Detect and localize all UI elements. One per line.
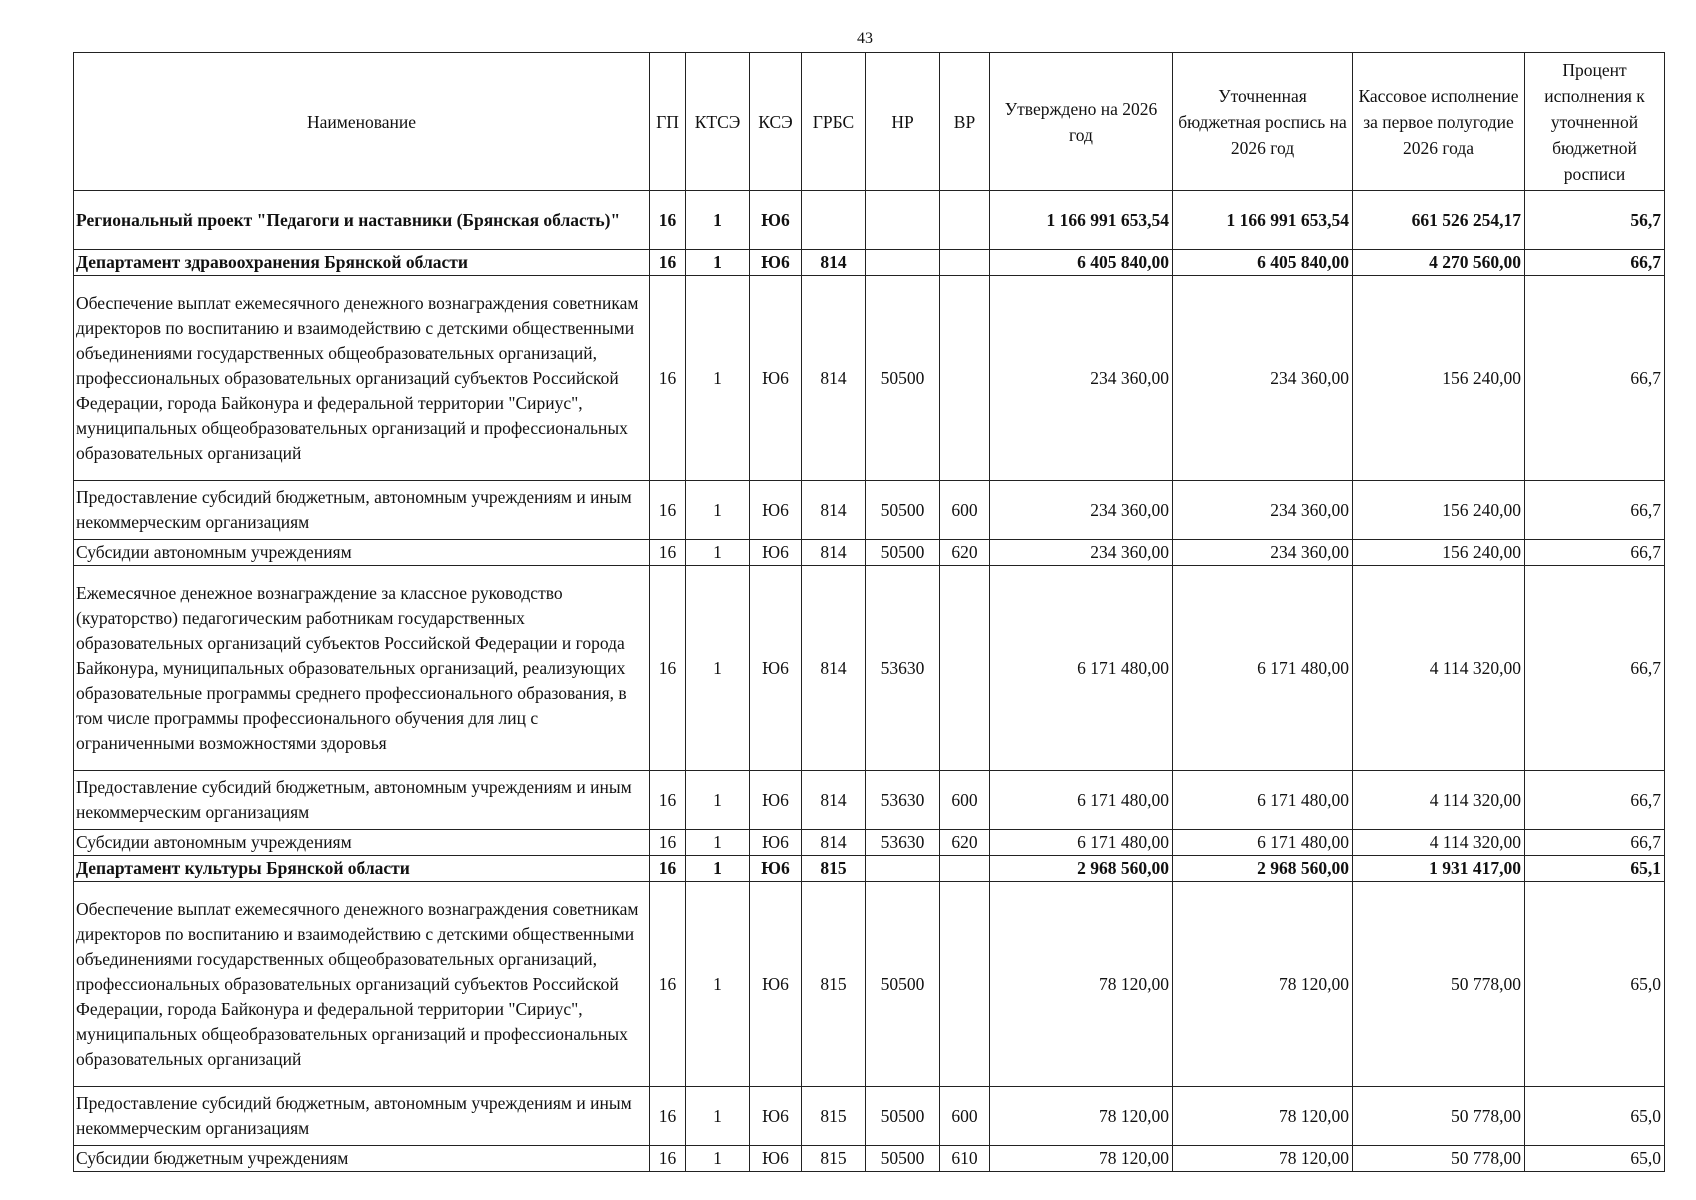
row-nr: 50500: [866, 481, 940, 540]
row-refined: 2 968 560,00: [1173, 856, 1353, 882]
row-nr: 50500: [866, 540, 940, 566]
row-gp: 16: [650, 771, 686, 830]
row-name: Региональный проект "Педагоги и наставники (Брянская область)": [74, 191, 650, 250]
row-name: Ежемесячное денежное вознаграждение за классное руководство (кураторство) педагогическим работникам государственных образовательных организаций субъектов Российской Федерации и города Байконура, муниципальных образовательных организаций, реализующих образовательные программы среднего профессионального образования, в том числе программы профессионального обучения для лиц с ограниченными возможностями здоровья: [74, 566, 650, 771]
row-percent: 56,7: [1525, 191, 1665, 250]
table-row: [74, 566, 1665, 771]
table-row: [74, 481, 1665, 540]
column-header-nr: НР: [866, 53, 940, 191]
row-refined: 78 120,00: [1173, 1146, 1353, 1172]
row-kse: Ю6: [750, 1146, 802, 1172]
row-percent: 66,7: [1525, 771, 1665, 830]
row-cash: 4 114 320,00: [1353, 771, 1525, 830]
row-percent: 66,7: [1525, 250, 1665, 276]
row-name: Департамент культуры Брянской области: [74, 856, 650, 882]
row-ktse: 1: [686, 1087, 750, 1146]
row-grbs: 814: [802, 830, 866, 856]
row-name: Предоставление субсидий бюджетным, автономным учреждениям и иным некоммерческим организациям: [74, 771, 650, 830]
row-cash: 661 526 254,17: [1353, 191, 1525, 250]
row-cash: 4 114 320,00: [1353, 566, 1525, 771]
row-ktse: 1: [686, 771, 750, 830]
column-header-percent: Процент исполнения к уточненной бюджетной росписи: [1525, 53, 1665, 191]
row-name: Обеспечение выплат ежемесячного денежного вознаграждения советникам директоров по воспитанию и взаимодействию с детскими общественными объединениями государственных общеобразовательных организаций, профессиональных образовательных организаций субъектов Российской Федерации, города Байконура и федеральной территории "Сириус", муниципальных общеобразовательных организаций и профессиональных образовательных организаций: [74, 882, 650, 1087]
row-name: Департамент здравоохранения Брянской области: [74, 250, 650, 276]
row-kse: Ю6: [750, 830, 802, 856]
row-kse: Ю6: [750, 1087, 802, 1146]
row-kse: Ю6: [750, 276, 802, 481]
row-vr: 620: [940, 540, 990, 566]
table-header-row: [74, 53, 1665, 191]
row-ktse: 1: [686, 856, 750, 882]
row-gp: 16: [650, 1087, 686, 1146]
column-header-grbs: ГРБС: [802, 53, 866, 191]
table-row: [74, 276, 1665, 481]
row-refined: 6 171 480,00: [1173, 771, 1353, 830]
row-vr: [940, 276, 990, 481]
row-name: Обеспечение выплат ежемесячного денежного вознаграждения советникам директоров по воспитанию и взаимодействию с детскими общественными объединениями государственных общеобразовательных организаций, профессиональных образовательных организаций субъектов Российской Федерации, города Байконура и федеральной территории "Сириус", муниципальных общеобразовательных организаций и профессиональных образовательных организаций: [74, 276, 650, 481]
row-kse: Ю6: [750, 540, 802, 566]
row-percent: 65,0: [1525, 882, 1665, 1087]
row-approved: 234 360,00: [990, 276, 1173, 481]
row-cash: 156 240,00: [1353, 540, 1525, 566]
row-ktse: 1: [686, 830, 750, 856]
row-nr: 50500: [866, 882, 940, 1087]
column-header-cash: Кассовое исполнение за первое полугодие 2026 года: [1353, 53, 1525, 191]
row-grbs: 815: [802, 1146, 866, 1172]
table-row: [74, 191, 1665, 250]
row-cash: 156 240,00: [1353, 481, 1525, 540]
row-vr: [940, 191, 990, 250]
column-header-ktse: КТСЭ: [686, 53, 750, 191]
row-approved: 6 171 480,00: [990, 830, 1173, 856]
row-cash: 4 114 320,00: [1353, 830, 1525, 856]
row-name: Субсидии бюджетным учреждениям: [74, 1146, 650, 1172]
budget-execution-table: [73, 52, 1665, 1172]
row-ktse: 1: [686, 1146, 750, 1172]
row-percent: 66,7: [1525, 481, 1665, 540]
row-vr: 600: [940, 771, 990, 830]
row-percent: 66,7: [1525, 830, 1665, 856]
table-row: [74, 856, 1665, 882]
row-gp: 16: [650, 250, 686, 276]
column-header-kse: КСЭ: [750, 53, 802, 191]
row-percent: 65,0: [1525, 1087, 1665, 1146]
row-approved: 78 120,00: [990, 1087, 1173, 1146]
row-gp: 16: [650, 856, 686, 882]
row-refined: 6 171 480,00: [1173, 566, 1353, 771]
row-gp: 16: [650, 882, 686, 1087]
column-header-refined: Уточненная бюджетная роспись на 2026 год: [1173, 53, 1353, 191]
column-header-name: Наименование: [74, 53, 650, 191]
row-grbs: 815: [802, 1087, 866, 1146]
row-approved: 2 968 560,00: [990, 856, 1173, 882]
row-vr: [940, 250, 990, 276]
row-cash: 50 778,00: [1353, 1146, 1525, 1172]
row-approved: 6 171 480,00: [990, 771, 1173, 830]
row-kse: Ю6: [750, 191, 802, 250]
row-gp: 16: [650, 481, 686, 540]
row-refined: 234 360,00: [1173, 276, 1353, 481]
table-row: [74, 771, 1665, 830]
row-vr: [940, 856, 990, 882]
row-kse: Ю6: [750, 771, 802, 830]
row-cash: 156 240,00: [1353, 276, 1525, 481]
row-refined: 6 405 840,00: [1173, 250, 1353, 276]
row-ktse: 1: [686, 481, 750, 540]
row-refined: 6 171 480,00: [1173, 830, 1353, 856]
row-approved: 1 166 991 653,54: [990, 191, 1173, 250]
row-refined: 78 120,00: [1173, 882, 1353, 1087]
column-header-gp: ГП: [650, 53, 686, 191]
row-gp: 16: [650, 566, 686, 771]
row-cash: 1 931 417,00: [1353, 856, 1525, 882]
row-nr: 53630: [866, 566, 940, 771]
row-nr: 53630: [866, 771, 940, 830]
page-number: 43: [857, 30, 873, 47]
table-row: [74, 830, 1665, 856]
row-nr: [866, 856, 940, 882]
row-grbs: 815: [802, 882, 866, 1087]
row-cash: 50 778,00: [1353, 1087, 1525, 1146]
row-name: Субсидии автономным учреждениям: [74, 830, 650, 856]
row-gp: 16: [650, 191, 686, 250]
row-approved: 234 360,00: [990, 481, 1173, 540]
row-nr: 50500: [866, 1146, 940, 1172]
row-refined: 78 120,00: [1173, 1087, 1353, 1146]
row-vr: 620: [940, 830, 990, 856]
row-ktse: 1: [686, 566, 750, 771]
row-nr: [866, 250, 940, 276]
row-nr: 50500: [866, 1087, 940, 1146]
row-ktse: 1: [686, 191, 750, 250]
row-approved: 78 120,00: [990, 882, 1173, 1087]
row-gp: 16: [650, 1146, 686, 1172]
column-header-approved: Утверждено на 2026 год: [990, 53, 1173, 191]
row-approved: 234 360,00: [990, 540, 1173, 566]
row-grbs: 814: [802, 276, 866, 481]
row-grbs: [802, 191, 866, 250]
row-ktse: 1: [686, 276, 750, 481]
row-vr: 610: [940, 1146, 990, 1172]
row-kse: Ю6: [750, 250, 802, 276]
row-kse: Ю6: [750, 481, 802, 540]
row-percent: 66,7: [1525, 276, 1665, 481]
row-approved: 78 120,00: [990, 1146, 1173, 1172]
row-nr: 50500: [866, 276, 940, 481]
row-cash: 50 778,00: [1353, 882, 1525, 1087]
table-row: [74, 882, 1665, 1087]
table-row: [74, 250, 1665, 276]
row-gp: 16: [650, 830, 686, 856]
row-approved: 6 171 480,00: [990, 566, 1173, 771]
row-vr: 600: [940, 1087, 990, 1146]
row-grbs: 814: [802, 771, 866, 830]
row-gp: 16: [650, 276, 686, 481]
row-nr: [866, 191, 940, 250]
row-cash: 4 270 560,00: [1353, 250, 1525, 276]
row-name: Предоставление субсидий бюджетным, автономным учреждениям и иным некоммерческим организациям: [74, 1087, 650, 1146]
row-kse: Ю6: [750, 882, 802, 1087]
row-vr: [940, 566, 990, 771]
row-percent: 66,7: [1525, 540, 1665, 566]
row-grbs: 814: [802, 481, 866, 540]
row-percent: 66,7: [1525, 566, 1665, 771]
row-grbs: 814: [802, 540, 866, 566]
row-vr: [940, 882, 990, 1087]
row-ktse: 1: [686, 250, 750, 276]
row-percent: 65,0: [1525, 1146, 1665, 1172]
row-grbs: 814: [802, 566, 866, 771]
row-name: Субсидии автономным учреждениям: [74, 540, 650, 566]
row-grbs: 814: [802, 250, 866, 276]
row-percent: 65,1: [1525, 856, 1665, 882]
row-gp: 16: [650, 540, 686, 566]
row-refined: 1 166 991 653,54: [1173, 191, 1353, 250]
row-name: Предоставление субсидий бюджетным, автономным учреждениям и иным некоммерческим организациям: [74, 481, 650, 540]
row-grbs: 815: [802, 856, 866, 882]
column-header-vr: ВР: [940, 53, 990, 191]
row-vr: 600: [940, 481, 990, 540]
row-kse: Ю6: [750, 856, 802, 882]
row-nr: 53630: [866, 830, 940, 856]
row-refined: 234 360,00: [1173, 481, 1353, 540]
table-row: [74, 1146, 1665, 1172]
row-ktse: 1: [686, 882, 750, 1087]
table-row: [74, 540, 1665, 566]
row-approved: 6 405 840,00: [990, 250, 1173, 276]
table-row: [74, 1087, 1665, 1146]
row-refined: 234 360,00: [1173, 540, 1353, 566]
row-ktse: 1: [686, 540, 750, 566]
row-kse: Ю6: [750, 566, 802, 771]
